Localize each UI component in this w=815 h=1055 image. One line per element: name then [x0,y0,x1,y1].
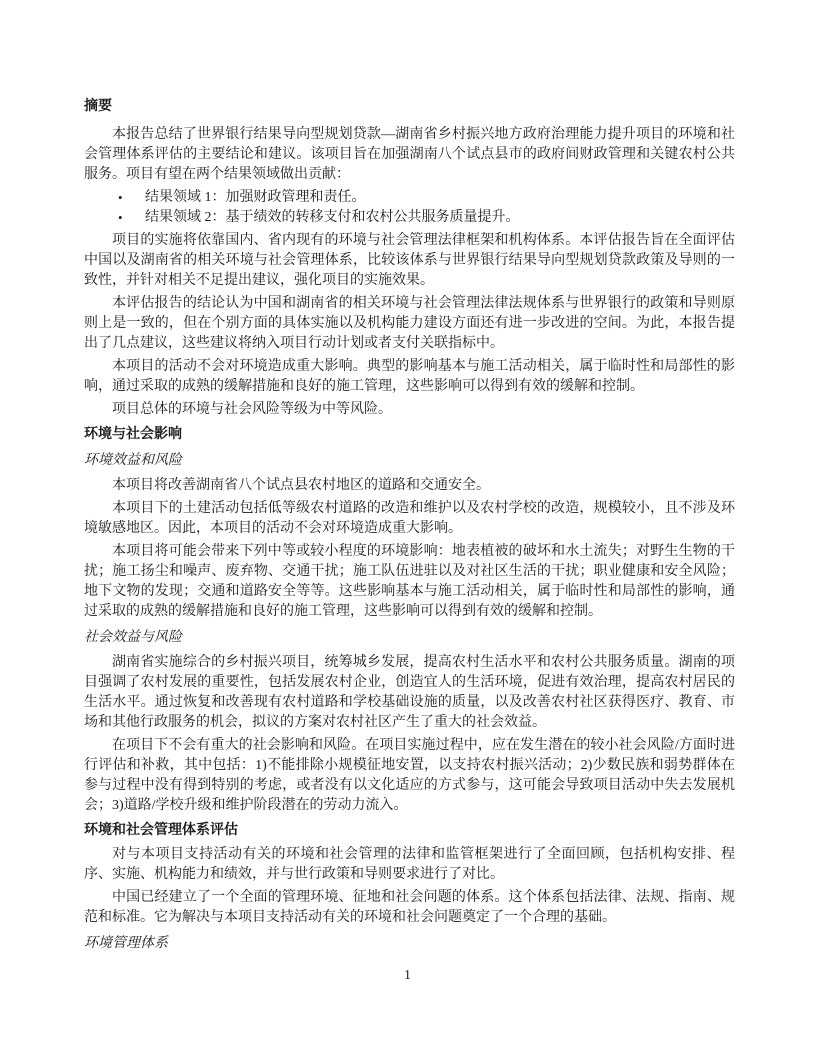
china-system-paragraph: 中国已经建立了一个全面的管理环境、征地和社会问题的体系。这个体系包括法律、法规、指南、规范和标准。它为解决与本项目支持活动有关的环境和社会问题奠定了一个合理的基础。 [84,890,735,925]
bullet-dot-icon: • [118,210,123,225]
social-benefits-paragraph: 湖南省实施综合的乡村振兴项目，统筹城乡发展，提高农村生活水平和农村公共服务质量。湖南的项目强调了农村发展的重要性，包括发展农村企业，创造宜人的生活环境，促进有效治理，提高农村居民的生活水平。通过恢复和改善现有农村道路和学校基础设施的质量，以及改善农村社区获得医疗、教育、市场和其他行政服务的机会，拟议的方案对农村社区产生了重大的社会效益。 [84,655,735,730]
framework-paragraph: 项目的实施将依靠国内、省内现有的环境与社会管理法律框架和机构体系。本评估报告旨在全面评估中国以及湖南省的相关环境与社会管理体系，比较该体系与世界银行结果导向型规划贷款政策及导则的一致性，并针对相关不足提出建议，强化项目的实施效果。 [84,233,735,288]
env-social-impact-heading: 环境与社会影响 [84,427,182,442]
bullet-item-result-area-2 [118,208,735,228]
framework-review-paragraph: 对与本项目支持活动有关的环境和社会管理的法律和监管框架进行了全面回顾，包括机构安排、程序、实施、机构能力和绩效，并与世行政策和导则要求进行了对比。 [84,847,735,882]
social-benefits-risks-heading: 社会效益与风险 [84,630,182,645]
esms-assessment-heading: 环境和社会管理体系评估 [84,823,238,838]
intro-paragraph: 本报告总结了世界银行结果导向型规划贷款—湖南省乡村振兴地方政府治理能力提升项目的环境和社会管理体系评估的主要结论和建议。该项目旨在加强湖南八个试点县市的政府间财政管理和关键农村公共服务。项目有望在两个结果领域做出贡献： [84,127,735,182]
bullet-text: 结果领域 2：基于绩效的转移支付和农村公共服务质量提升。 [145,210,520,225]
env-impacts-paragraph: 本项目将可能会带来下列中等或较小程度的环境影响：地表植被的破坏和水土流失；对野生生物的干扰；施工扬尘和噪声、废弃物、交通干扰；施工队伍进驻以及对社区生活的干扰；职业健康和安全风险；地下文物的发现；交通和道路安全等等。这些影响基本与施工活动相关，属于临时性和局部性的影响，通过采取的成熟的缓解措施和良好的施工管理，这些影响可以得到有效的缓解和控制。 [84,544,735,619]
road-safety-paragraph: 本项目将改善湖南省八个试点县农村地区的道路和交通安全。 [112,478,490,493]
bullet-item-result-area-1 [118,188,735,208]
page-content [84,97,735,959]
page-number: 1 [404,967,411,982]
bullet-dot-icon: • [118,190,123,205]
risk-level-paragraph: 项目总体的环境与社会风险等级为中等风险。 [112,402,392,417]
social-risks-paragraph: 在项目下不会有重大的社会影响和风险。在项目实施过程中，应在发生潜在的较小社会风险/方面时进行评估和补救，其中包括：1)不能排除小规模征地安置，以支持农村振兴活动；2)少数民族和弱势群体在参与过程中没有得到特别的考虑，或者没有以文化适应的方式参与，这可能会导致项目活动中失去发展机会；3)道路/学校升级和维护阶段潜在的劳动力流入。 [84,738,735,813]
bullet-text: 结果领域 1：加强财政管理和责任。 [145,190,366,205]
conclusion-paragraph: 本评估报告的结论认为中国和湖南省的相关环境与社会管理法律法规体系与世界银行的政策和导则原则上是一致的，但在个别方面的具体实施以及机构能力建设方面还有进一步改进的空间。为此，本报告提出了几点建议，这些建议将纳入项目行动计划或者支付关联指标中。 [84,296,735,351]
env-management-system-heading: 环境管理体系 [84,936,168,951]
results-bullet-list [84,188,735,228]
page-footer [0,966,815,984]
civil-works-paragraph: 本项目下的土建活动包括低等级农村道路的改造和维护以及农村学校的改造，规模较小，且不涉及环境敏感地区。因此，本项目的活动不会对环境造成重大影响。 [84,501,735,536]
env-benefits-risks-heading: 环境效益和风险 [84,453,182,468]
summary-heading: 摘要 [84,99,112,114]
impact-paragraph: 本项目的活动不会对环境造成重大影响。典型的影响基本与施工活动相关，属于临时性和局部性的影响，通过采取的成熟的缓解措施和良好的施工管理，这些影响可以得到有效的缓解和控制。 [84,359,735,394]
